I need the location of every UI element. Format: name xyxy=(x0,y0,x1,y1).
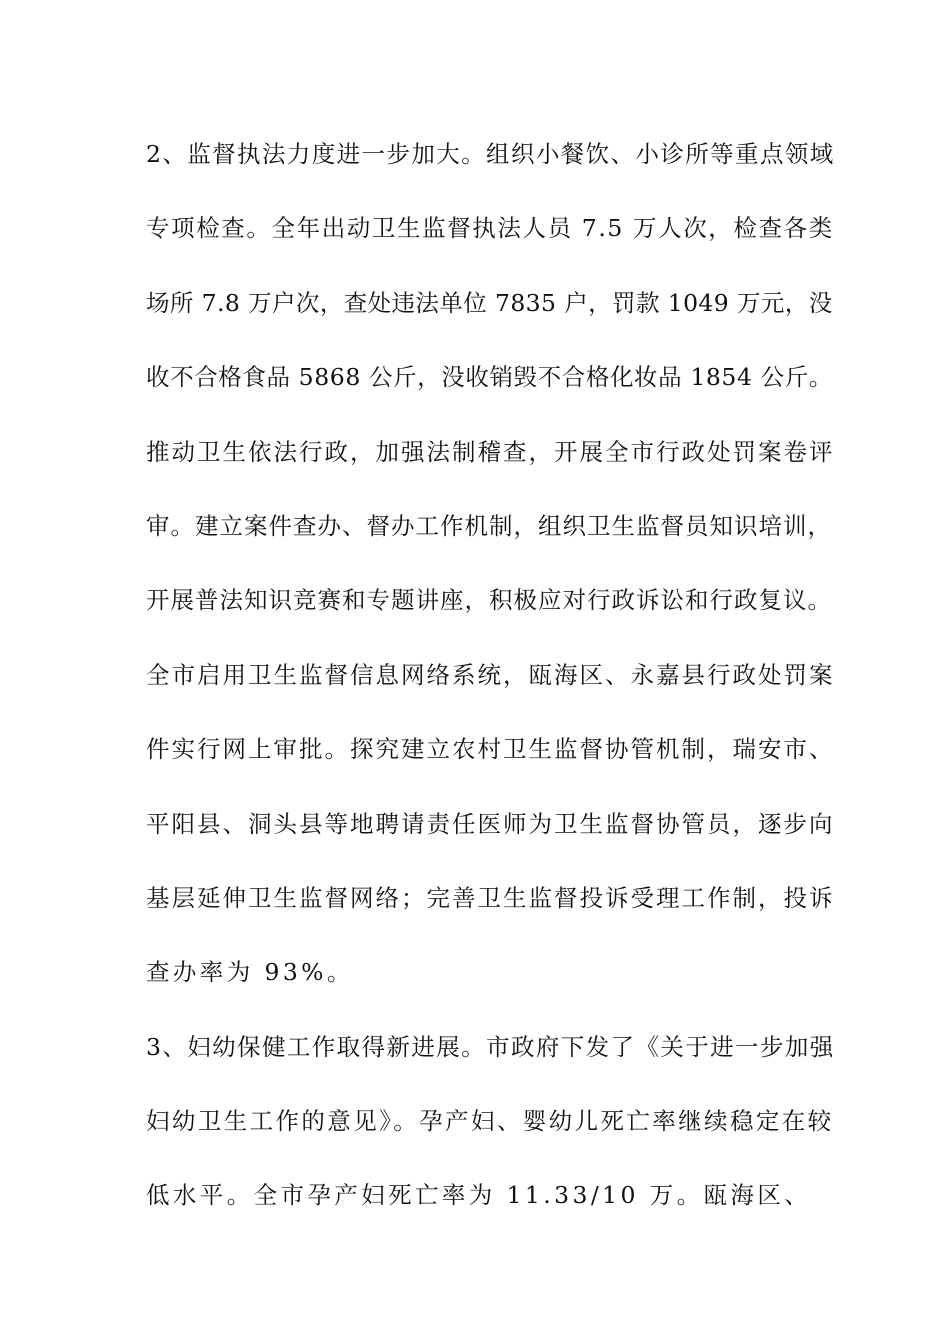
body-text xyxy=(146,131,835,1247)
text-line-5: 推动卫生依法行政，加强法制稽查，开展全市行政处罚案卷评 xyxy=(146,437,835,466)
text-line-2: 专项检查。全年出动卫生监督执法人员 7.5 万人次，检查各类 xyxy=(146,214,834,243)
text-line-13: 3、妇幼保健工作取得新进展。市政府下发了《关于进一步加强 xyxy=(146,1032,835,1061)
text-line-1: 2、监督执法力度进一步加大。组织小餐饮、小诊所等重点领域 xyxy=(146,140,835,168)
text-line-14: 妇幼卫生工作的意见》。孕产妇、婴幼儿死亡率继续稳定在较 xyxy=(146,1107,834,1136)
text-line-6: 审。建立案件查办、督办工作机制，组织卫生监督员知识培训， xyxy=(146,511,832,540)
text-line-8: 全市启用卫生监督信息网络系统，瓯海区、永嘉县行政处罚案 xyxy=(146,660,835,689)
text-line-3: 场所 7.8 万户次，查处违法单位 7835 户，罚款 1049 万元，没 xyxy=(146,288,833,317)
text-line-4: 收不合格食品 5868 公斤，没收销毁不合格化妆品 1854 公斤。 xyxy=(146,363,833,392)
text-line-11: 基层延伸卫生监督网络；完善卫生监督投诉受理工作制，投诉 xyxy=(146,883,835,912)
text-line-12: 查办率为 93%。 xyxy=(146,958,354,987)
text-line-15: 低水平。全市孕产妇死亡率为 11.33/10 万。瓯海区、 xyxy=(146,1181,812,1210)
text-line-7: 开展普法知识竞赛和专题讲座，积极应对行政诉讼和行政复议。 xyxy=(146,586,832,615)
text-line-10: 平阳县、洞头县等地聘请责任医师为卫生监督协管员，逐步向 xyxy=(146,809,835,838)
text-line-9: 件实行网上审批。探究建立农村卫生监督协管机制，瑞安市、 xyxy=(146,735,835,764)
